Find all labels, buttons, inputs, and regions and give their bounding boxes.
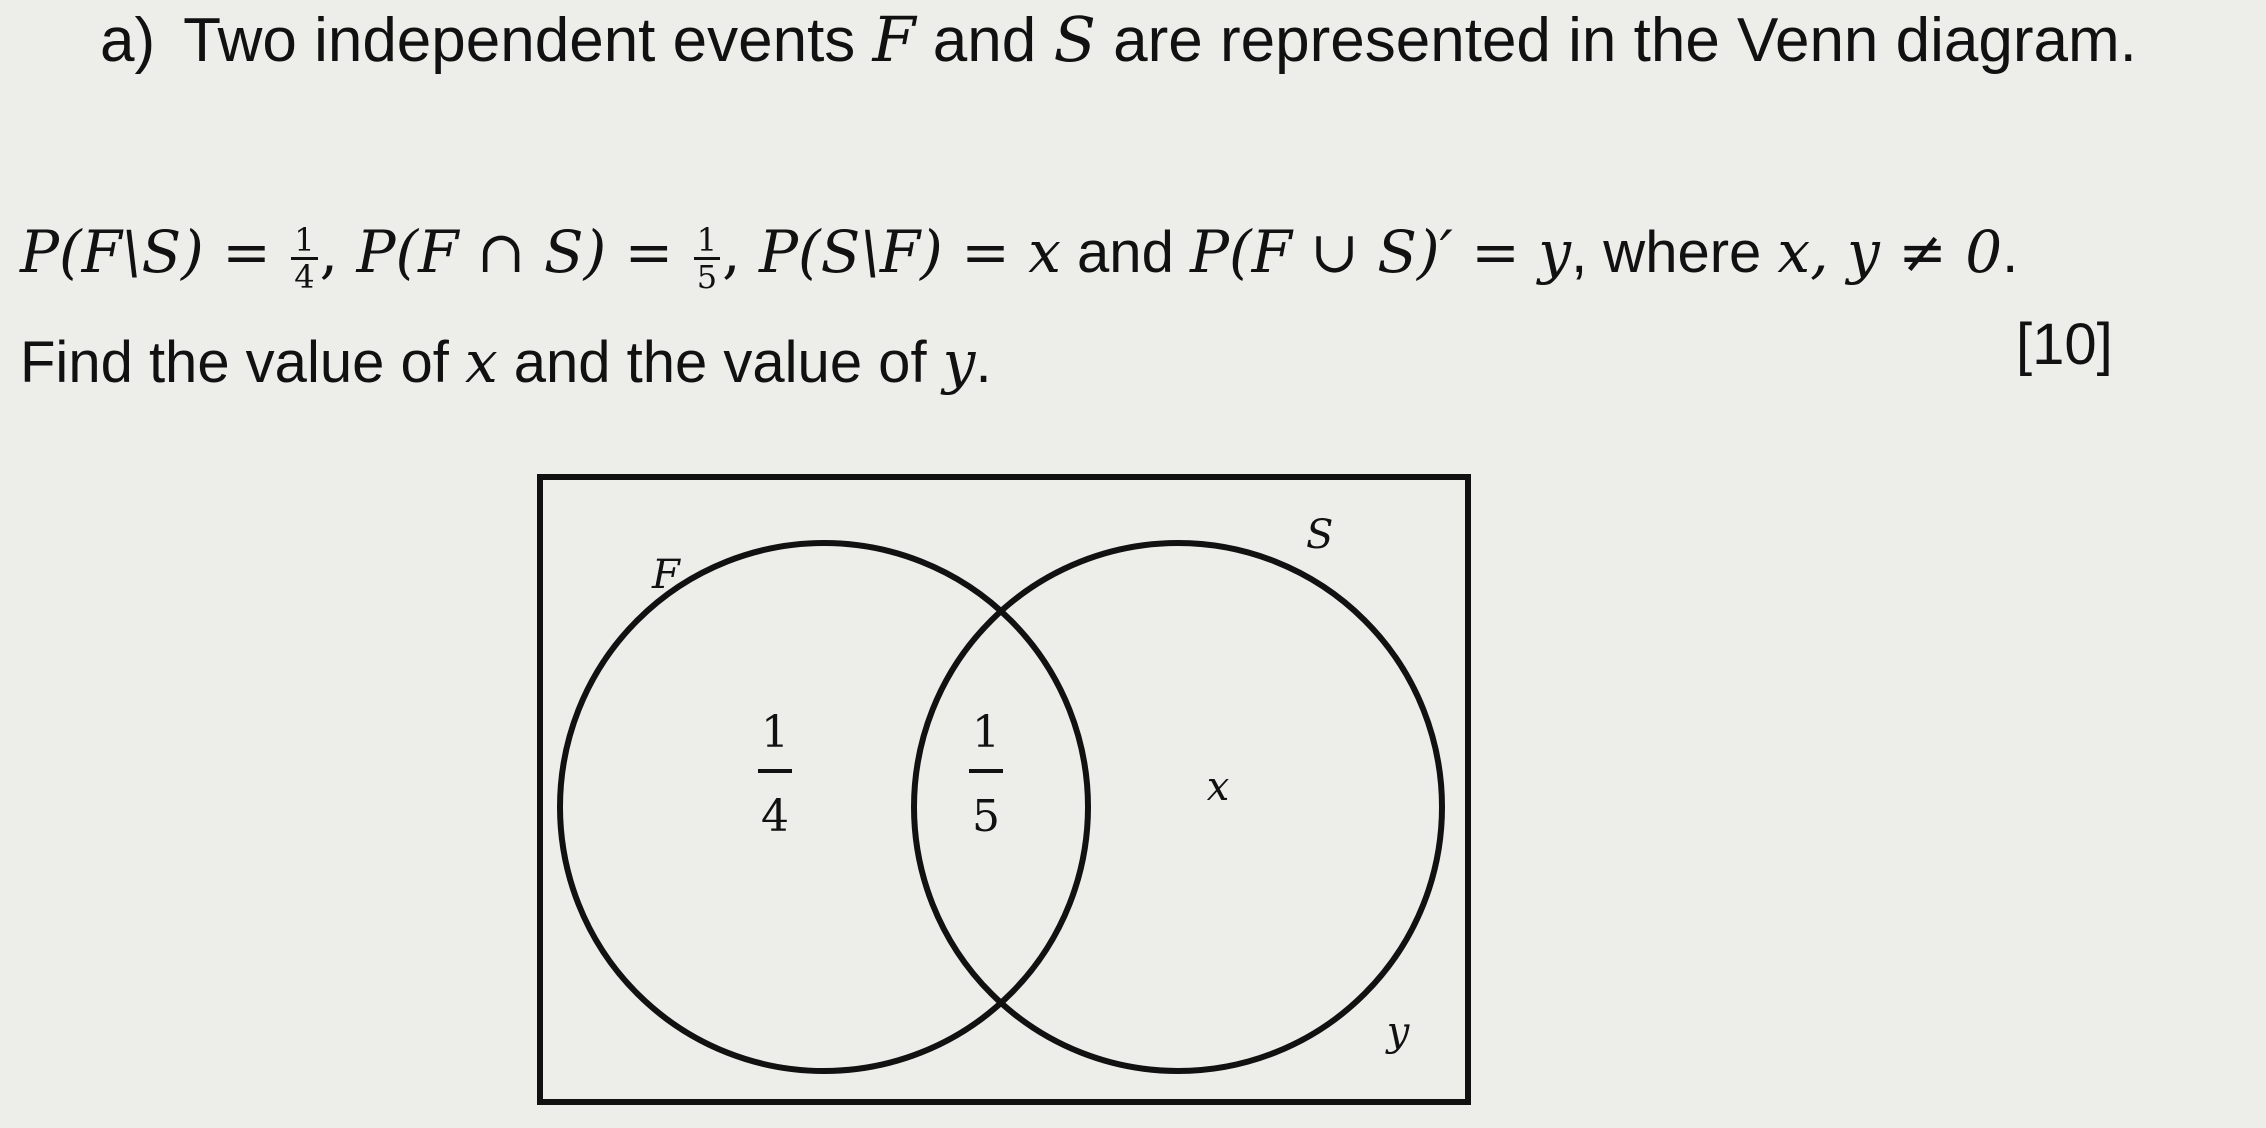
p-f-only-lhs: P(F\S) = — [20, 218, 290, 286]
circle-f-label: F — [652, 552, 680, 598]
s-only-value: x — [1206, 764, 1230, 810]
question-label: a) — [100, 6, 156, 75]
intersection-denominator: 5 — [972, 791, 1000, 842]
circle-s-label: S — [1306, 512, 1334, 558]
question-text-2: and — [915, 6, 1054, 75]
marks-badge: [10] — [2016, 312, 2113, 377]
p-intersection-denominator: 5 — [696, 258, 718, 297]
find-text-3: . — [975, 330, 992, 395]
find-var-y: y — [942, 328, 976, 396]
f-only-denominator: 4 — [761, 791, 789, 842]
event-s-symbol: S — [1053, 3, 1096, 76]
find-text-2: and the value of — [497, 330, 943, 395]
p-intersection-lhs: P(F ∩ S) = — [356, 218, 692, 286]
where-text: , where — [1571, 220, 1778, 285]
p-s-only: P(S\F) = x — [758, 218, 1061, 286]
outside-value: y — [1386, 1009, 1410, 1055]
p-intersection-numerator: 1 — [694, 223, 720, 260]
and-text: and — [1060, 220, 1190, 285]
p-f-only-numerator: 1 — [291, 223, 317, 260]
f-only-numerator: 1 — [761, 707, 789, 758]
question-text-1: Two independent events — [183, 6, 873, 75]
p-complement: P(F ∪ S)′ = y — [1189, 218, 1572, 286]
question-text-3: are represented in the Venn diagram. — [1095, 6, 2137, 75]
given-period: . — [2002, 220, 2019, 285]
p-f-only-denominator: 4 — [294, 258, 315, 297]
event-f-symbol: F — [872, 3, 916, 76]
find-text-1: Find the value of — [20, 330, 465, 395]
circle-f — [560, 543, 1088, 1071]
separator-1: , — [319, 218, 357, 286]
intersection-numerator: 1 — [972, 707, 1000, 758]
find-var-x: x — [464, 328, 498, 396]
separator-2: , — [722, 218, 759, 286]
condition: x, y ≠ 0 — [1777, 218, 2003, 286]
